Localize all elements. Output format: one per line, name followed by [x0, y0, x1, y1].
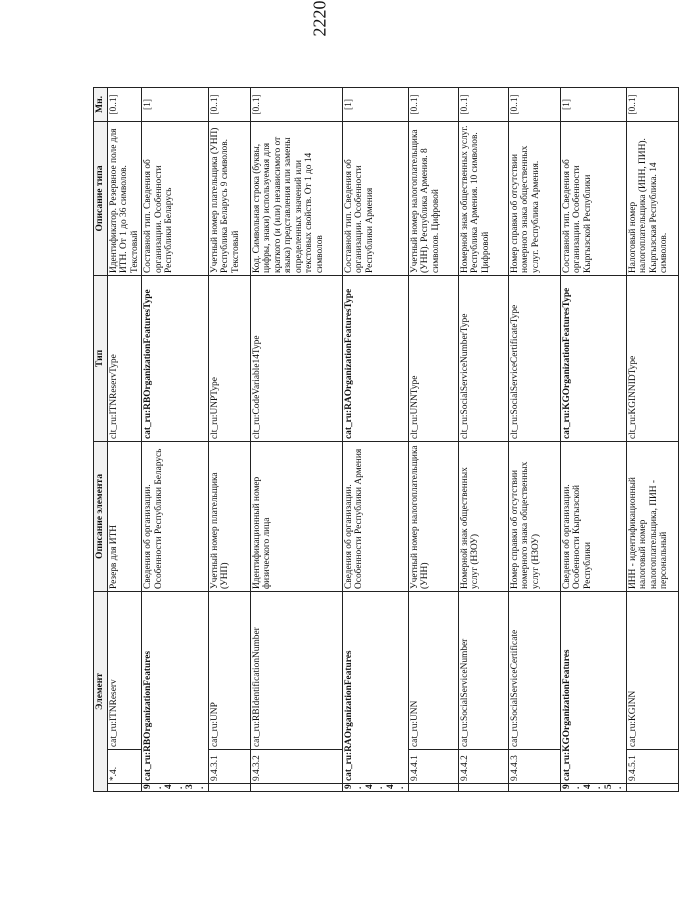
row-number: 9.4.4.: [342, 784, 408, 792]
row-multiplicity: [0..1]: [626, 87, 678, 121]
row-type: cat_ru:KGOrganizationFeaturesType: [560, 275, 626, 441]
row-element-name: cat_ru:RBOrganizationFeatures: [142, 591, 208, 783]
row-element-description: ИНН - идентификационный налоговый номер налогоплательщика, ПИН - персональный: [626, 441, 678, 591]
row-number: 9.4.3.: [142, 784, 208, 792]
row-element-name: cat_ru:UNN: [408, 591, 458, 749]
row-number: 9.4.3.2: [250, 750, 342, 784]
table-row: [560, 87, 626, 791]
rotated-table-wrapper: [93, 88, 670, 792]
table-row: [208, 87, 250, 791]
row-element-description: Номер справки об отсутствии номерного знака общественных услуг (НЗОУ): [508, 441, 560, 591]
row-multiplicity: [1]: [142, 87, 208, 121]
row-element-description: Резерв для ИТН: [107, 441, 142, 591]
row-element-description: Учетный номер плательщика (УНП): [208, 441, 250, 591]
row-number: 9.4.5.1: [626, 750, 678, 784]
row-type-description: Налоговый номер налогоплательщика (ИНН, ПИН). Кыргызская Республика. 14 символов.: [626, 121, 678, 275]
row-number: 9.4.3.1: [208, 750, 250, 784]
table-row: [142, 87, 208, 791]
row-element-description: Сведения об организации. Особенности Республики Армения: [342, 441, 408, 591]
row-type-description: Составной тип. Сведения об организации. Особенности Кыргызской Республики: [560, 121, 626, 275]
row-element-description: Сведения об организации. Особенности Кыргызской Республики: [560, 441, 626, 591]
row-type: clt_ru:SocialServiceCertificateType: [508, 275, 560, 441]
row-type: clt_ru:UNNType: [408, 275, 458, 441]
row-multiplicity: [0..1]: [208, 87, 250, 121]
row-type-description: Номер справки об отсутствии номерного знака общественных услуг. Республика Армения.: [508, 121, 560, 275]
row-type: clt_ru:KGINNIDType: [626, 275, 678, 441]
header-multiplicity: Мн.: [94, 87, 108, 121]
row-element-description: Учетный номер налогоплательщика (УНН): [408, 441, 458, 591]
table-row: [626, 87, 678, 791]
table-row: [107, 87, 142, 791]
row-element-name: cat_ru:KGOrganizationFeatures: [560, 591, 626, 783]
row-multiplicity: [0..1]: [107, 87, 142, 121]
table-row: [408, 87, 458, 791]
row-number: 9.4.4.2: [458, 750, 508, 784]
row-element-name: cat_ru:ITNReserv: [107, 591, 142, 749]
row-type-description: Учетный номер плательщика (УНП) Республика Беларусь 9 символов. Текстовый: [208, 121, 250, 275]
row-element-name: cat_ru:SocialServiceNumber: [458, 591, 508, 749]
header-type-description: Описание типа: [94, 121, 108, 275]
row-multiplicity: [0..1]: [250, 87, 342, 121]
row-multiplicity: [0..1]: [458, 87, 508, 121]
row-type-description: Составной тип. Сведения об организации. Особенности Республики Беларусь: [142, 121, 208, 275]
row-type: cat_ru:RAOrganizationFeaturesType: [342, 275, 408, 441]
row-type-description: Идентификатор. Резервное поле для ИТН. От 1 до 36 символов. Текстовый: [107, 121, 142, 275]
table-row: [342, 87, 408, 791]
row-element-description: Сведения об организации. Особенности Республики Беларусь: [142, 441, 208, 591]
row-type: clt_ru:UNPType: [208, 275, 250, 441]
elements-table: [93, 87, 679, 792]
row-type: clt_ru:SocialServiceNumberType: [458, 275, 508, 441]
row-element-description: Идентификационный номер физического лица: [250, 441, 342, 591]
row-element-name: cat_ru:RAOrganizationFeatures: [342, 591, 408, 783]
row-type: cat_ru:RBOrganizationFeaturesType: [142, 275, 208, 441]
row-type: clt_ru:ITNReservType: [107, 275, 142, 441]
table-header-row: [94, 87, 108, 791]
row-number: *.4.: [107, 750, 142, 784]
row-number: 9.4.4.3: [508, 750, 560, 784]
row-multiplicity: [0..1]: [508, 87, 560, 121]
header-element: Элемент: [94, 591, 108, 791]
row-type-description: Номерной знак общественных услуг. Республика Армения. 10 символов. Цифровой: [458, 121, 508, 275]
row-element-name: cat_ru:SocialServiceCertificate: [508, 591, 560, 749]
row-multiplicity: [1]: [342, 87, 408, 121]
row-element-name: cat_ru:KGINN: [626, 591, 678, 749]
header-type: Тип: [94, 275, 108, 441]
page-number: 2220: [309, 0, 330, 37]
row-type: clt_ru:CodeVariable14Type: [250, 275, 342, 441]
row-element-name: cat_ru:UNP: [208, 591, 250, 749]
row-type-description: Учетный номер налогоплательщика (УНН). Республика Армения. 8 символов. Цифровой: [408, 121, 458, 275]
row-element-description: Номерной знак общественных услуг (НЗОУ): [458, 441, 508, 591]
row-multiplicity: [0..1]: [408, 87, 458, 121]
header-element-description: Описание элемента: [94, 441, 108, 591]
row-element-name: cat_ru:RBIdentificationNumber: [250, 591, 342, 749]
row-multiplicity: [1]: [560, 87, 626, 121]
table-row: [508, 87, 560, 791]
table-row: [250, 87, 342, 791]
row-number: 9.4.4.1: [408, 750, 458, 784]
table-row: [458, 87, 508, 791]
row-type-description: Составной тип. Сведения об организации. Особенности Республики Армения: [342, 121, 408, 275]
row-number: 9.4.5.: [560, 784, 626, 792]
row-type-description: Код. Символьная строка (буквы, цифры, знаки) используемая для краткого (и (или) независимого от языка) представления или замены определенных значений или текстовых свойств. От 1 до 14 символов: [250, 121, 342, 275]
